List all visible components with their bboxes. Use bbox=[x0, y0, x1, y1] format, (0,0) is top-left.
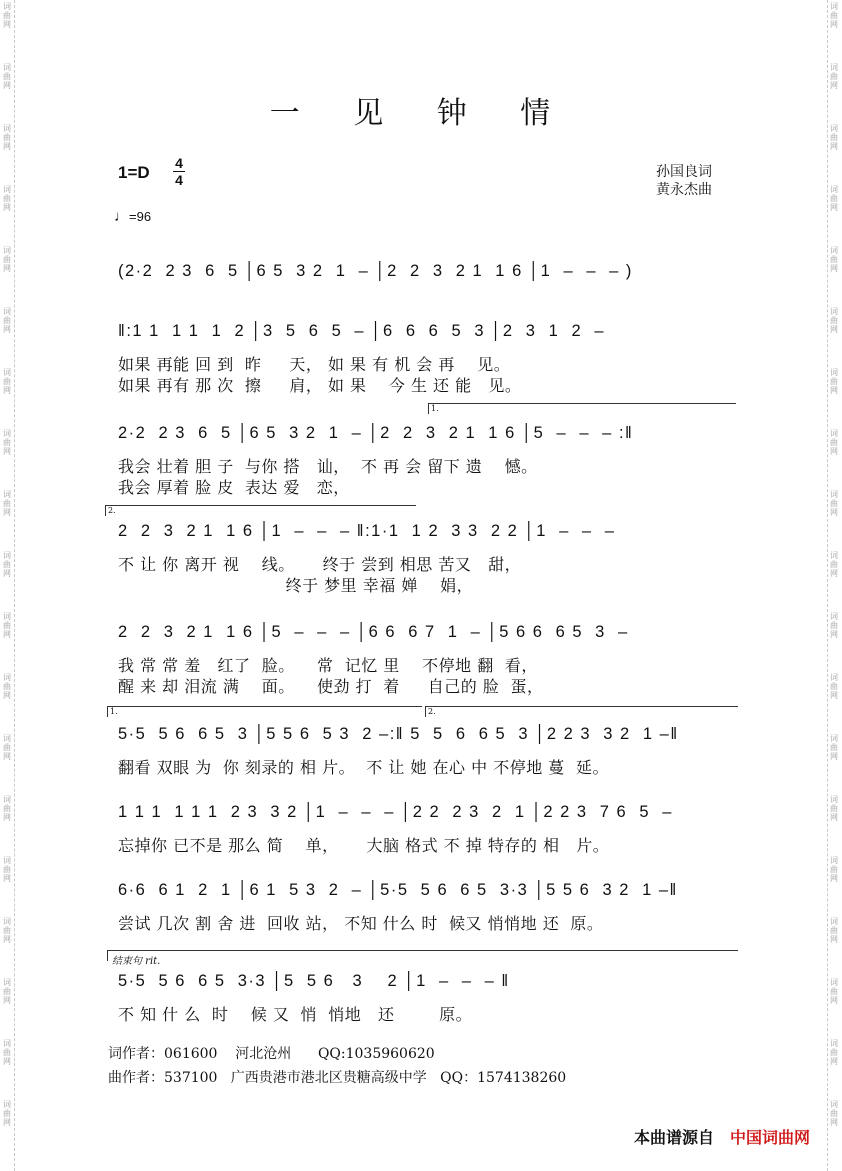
watermark-text: 词 曲 网 bbox=[830, 795, 838, 822]
notation-row: (2·2 2 3 6 5 │6 5 3 2 1 – │2 2 3 2 1 1 6 │1 – – – ) bbox=[118, 262, 633, 280]
watermark-text: 词 曲 网 bbox=[3, 490, 11, 517]
watermark-text: 词 曲 网 bbox=[3, 795, 11, 822]
lyric-line: 如果 再有 那 次 擦 肩， 如 果 今 生 还 能 见。 bbox=[118, 376, 522, 395]
watermark-text: 词 曲 网 bbox=[830, 673, 838, 700]
watermark-text: 词 曲 网 bbox=[3, 368, 11, 395]
lyric-line: 我 常 常 羞 红了 脸。 常 记忆 里 不停地 翻 看， bbox=[118, 656, 538, 675]
lyric-line: 如果 再能 回 到 昨 天， 如 果 有 机 会 再 见。 bbox=[118, 355, 511, 374]
watermark-text: 词 曲 网 bbox=[830, 2, 838, 29]
volta-first-b: 1. bbox=[107, 706, 422, 717]
quarter-note-icon: ♩ bbox=[114, 208, 129, 225]
notation-row: 6·6 6 1 2 1 │6 1 5 3 2 – │5·5 5 6 6 5 3·3 │5 5 6 3 2 1 –‖ bbox=[118, 881, 678, 899]
source-site: 中国词曲网 bbox=[729, 1130, 810, 1147]
watermark-text: 词 曲 网 bbox=[3, 2, 11, 29]
watermark-text: 词 曲 网 bbox=[3, 246, 11, 273]
watermark-text: 词 曲 网 bbox=[3, 429, 11, 456]
watermark-text: 词 曲 网 bbox=[3, 124, 11, 151]
watermark-text: 词 曲 网 bbox=[830, 917, 838, 944]
watermark-text: 词 曲 网 bbox=[830, 856, 838, 883]
tempo-marking bbox=[114, 208, 151, 225]
watermark-text: 词 曲 网 bbox=[830, 185, 838, 212]
lyricist: 孙国良词 bbox=[656, 164, 712, 180]
tempo-value: =96 bbox=[129, 209, 152, 224]
lyric-line: 终于 梦里 幸福 婵 娟， bbox=[118, 576, 474, 595]
lyric-line: 尝试 几次 割 舍 进 回收 站， 不知 什么 时 候又 悄悄地 还 原。 bbox=[118, 914, 604, 933]
ending-bracket: 结束句 rit. bbox=[107, 950, 738, 961]
watermark-text: 词 曲 网 bbox=[3, 856, 11, 883]
watermark-text: 词 曲 网 bbox=[3, 551, 11, 578]
watermark-text: 词 曲 网 bbox=[3, 1039, 11, 1066]
watermark-text: 词 曲 网 bbox=[830, 124, 838, 151]
watermark-text: 词 曲 网 bbox=[3, 185, 11, 212]
watermark-text: 词 曲 网 bbox=[830, 307, 838, 334]
notation-row: ‖:1 1 1 1 1 2 │3 5 6 5 – │6 6 6 5 3 │2 3 1 2 – bbox=[118, 322, 605, 340]
watermark-text: 词 曲 网 bbox=[3, 917, 11, 944]
watermark-text: 词 曲 网 bbox=[3, 673, 11, 700]
watermark-text: 词 曲 网 bbox=[830, 1039, 838, 1066]
notation-row: 2·2 2 3 6 5 │6 5 3 2 1 – │2 2 3 2 1 1 6 │5 – – – :‖ bbox=[118, 424, 634, 442]
lyricist-info: 词作者：061600 河北沧州 QQ:1035960620 bbox=[108, 1046, 435, 1062]
volta-second: 2. bbox=[105, 505, 416, 516]
source-footer bbox=[634, 1125, 810, 1148]
lyric-line: 翻看 双眼 为 你 刻录的 相 片。 不 让 她 在心 中 不停地 蔓 延。 bbox=[118, 758, 609, 777]
watermark-text: 词 曲 网 bbox=[830, 63, 838, 90]
notation-row: 5·5 5 6 6 5 3 │5 5 6 5 3 2 –:‖ 5 5 6 6 5 3 │2 2 3 3 2 1 –‖ bbox=[118, 725, 679, 743]
composer: 黄永杰曲 bbox=[656, 182, 712, 198]
notation-row: 2 2 3 2 1 1 6 │1 – – – ‖:1·1 1 2 3 3 2 2 │1 – – – bbox=[118, 522, 616, 540]
lyric-line: 醒 来 却 泪流 满 面。 使劲 打 着 自己的 脸 蛋， bbox=[118, 677, 544, 696]
lyric-line: 我会 厚着 脸 皮 表达 爱 恋， bbox=[118, 478, 350, 497]
watermark-text: 词 曲 网 bbox=[830, 612, 838, 639]
song-title: 一 见 钟 情 bbox=[269, 96, 573, 131]
watermark-text: 词 曲 网 bbox=[830, 1100, 838, 1127]
watermark-text: 词 曲 网 bbox=[3, 734, 11, 761]
lyric-line: 忘掉你 已不是 那么 简 单， 大脑 格式 不 掉 特存的 相 片。 bbox=[118, 836, 610, 855]
watermark-text: 词 曲 网 bbox=[3, 978, 11, 1005]
credits bbox=[656, 163, 712, 199]
lyric-line: 我会 壮着 胆 子 与你 搭 讪， 不 再 会 留下 遗 憾。 bbox=[118, 457, 538, 476]
notation-row: 5·5 5 6 6 5 3·3 │5 5 6 3 2 │1 – – – ‖ bbox=[118, 972, 510, 990]
notation-row: 1 1 1 1 1 1 2 3 3 2 │1 – – – │2 2 2 3 2 1 │2 2 3 7 6 5 – bbox=[118, 803, 673, 821]
watermark-text: 词 曲 网 bbox=[830, 978, 838, 1005]
composer-info: 曲作者：537100 广西贵港市港北区贵糖高级中学 QQ：1574138260 bbox=[108, 1070, 567, 1086]
time-signature bbox=[173, 156, 185, 187]
watermark-text: 词 曲 网 bbox=[830, 246, 838, 273]
watermark-text: 词 曲 网 bbox=[3, 307, 11, 334]
watermark-text: 词 曲 网 bbox=[3, 612, 11, 639]
watermark-text: 词 曲 网 bbox=[830, 368, 838, 395]
watermark-text: 词 曲 网 bbox=[830, 734, 838, 761]
volta-second-b: 2. bbox=[425, 706, 738, 717]
key-signature: 1=D bbox=[118, 163, 150, 182]
time-signature-bottom: 4 bbox=[175, 172, 183, 188]
watermark-text: 词 曲 网 bbox=[830, 429, 838, 456]
volta-first: 1. bbox=[428, 403, 736, 414]
source-label: 本曲谱源自 bbox=[633, 1130, 714, 1147]
lyric-line: 不 知 什 么 时 候 又 悄 悄地 还 原。 bbox=[118, 1005, 473, 1024]
lyric-line: 不 让 你 离开 视 线。 终于 尝到 相思 苦又 甜， bbox=[118, 555, 522, 574]
watermark-text: 词 曲 网 bbox=[3, 1100, 11, 1127]
notation-row: 2 2 3 2 1 1 6 │5 – – – │6 6 6 7 1 – │5 6 6 6 5 3 – bbox=[118, 623, 629, 641]
time-signature-top: 4 bbox=[175, 155, 183, 171]
watermark-text: 词 曲 网 bbox=[830, 490, 838, 517]
watermark-text: 词 曲 网 bbox=[3, 63, 11, 90]
watermark-text: 词 曲 网 bbox=[830, 551, 838, 578]
